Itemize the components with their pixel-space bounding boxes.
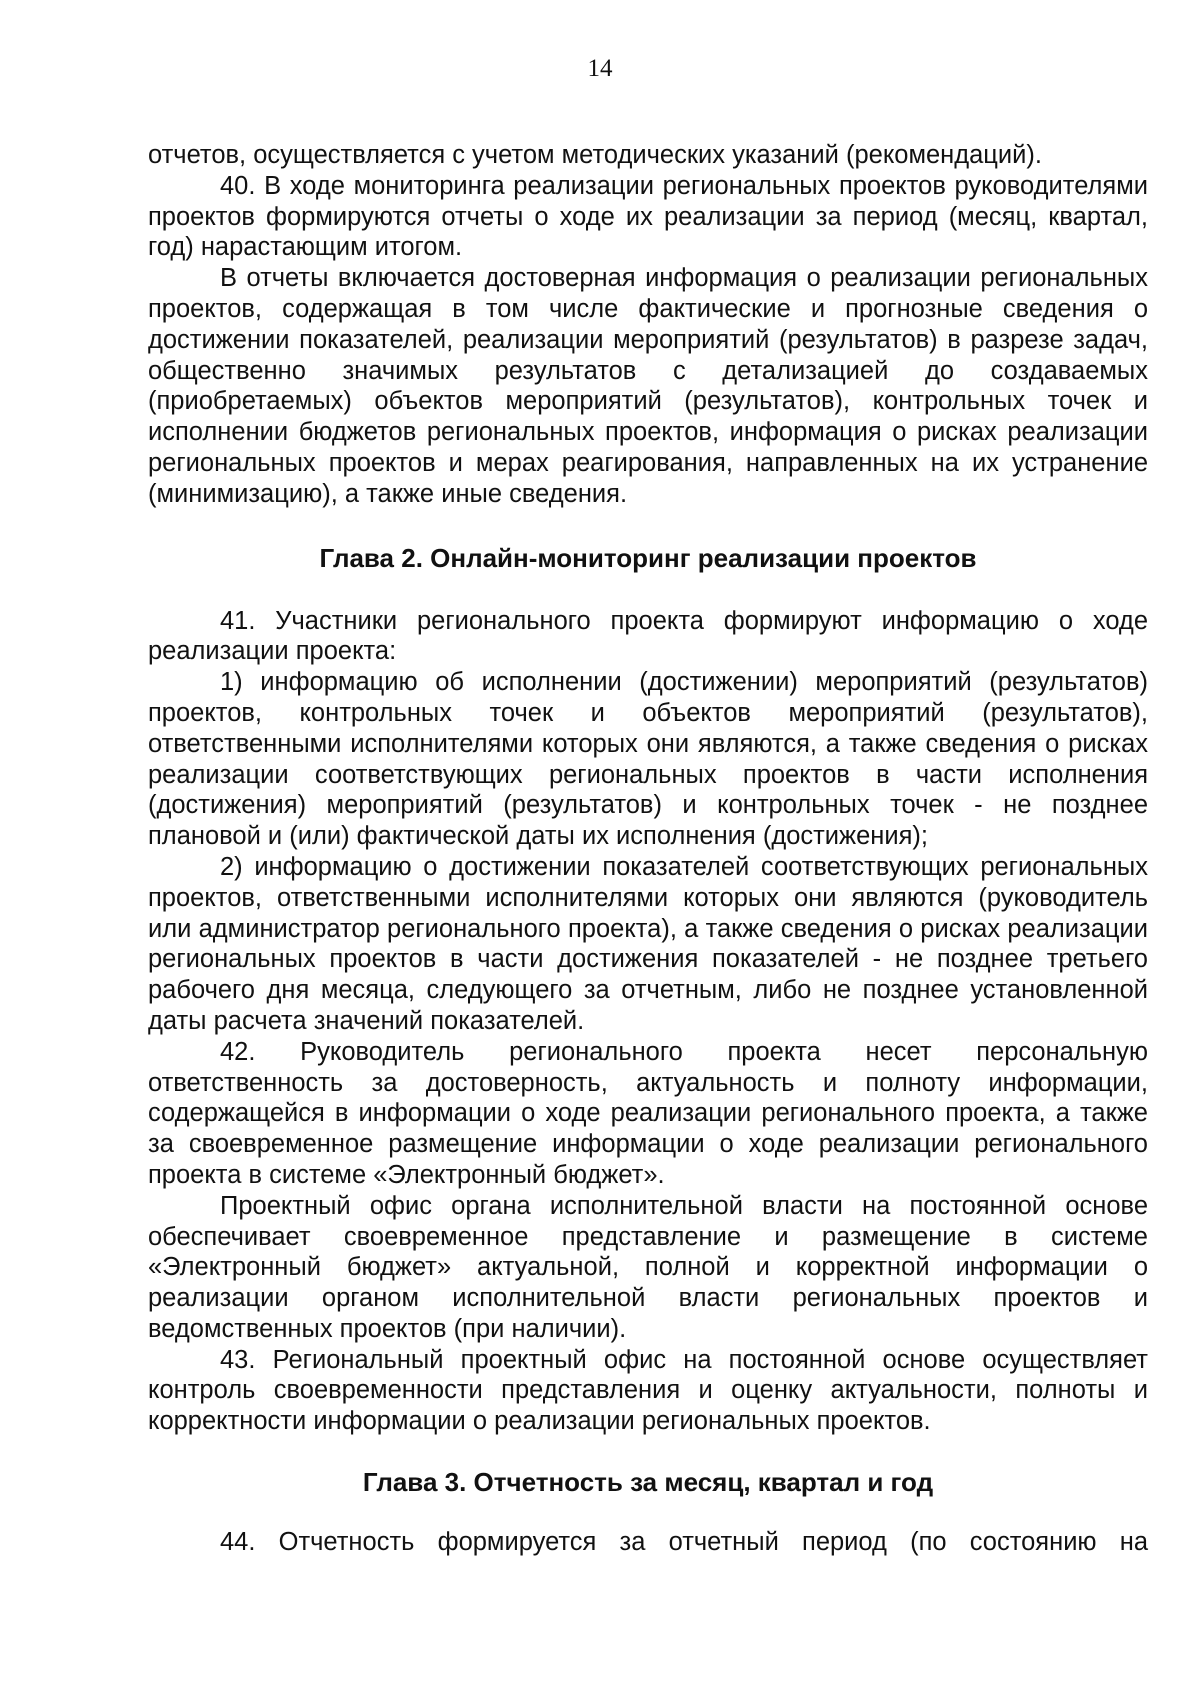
page-number: 14: [587, 55, 613, 82]
paragraph-project-office: Проектный офис органа исполнительной власти на постоянной основе обеспечивает своевременное представление и размещение в системе «Электронный бюджет» актуальной, полной и корректной информации о реализации органом исполнительной власти региональных проектов и ведомственных проектов (при наличии).: [148, 1191, 1148, 1343]
paragraph-40: 40. В ходе мониторинга реализации региональных проектов руководителями проектов формируются отчеты о ходе их реализации за период (месяц, квартал, год) нарастающим итогом.: [148, 171, 1148, 262]
paragraph-43: 43. Региональный проектный офис на постоянной основе осуществляет контроль своевременности представления и оценку актуальности, полноты и корректности информации о реализации региональных проектов.: [148, 1345, 1148, 1436]
paragraph-reports-content: В отчеты включается достоверная информация о реализации региональных проектов, содержащая в том числе фактические и прогнозные сведения о достижении показателей, реализации мероприятий (результатов) в разрезе задач, общественно значимых результатов с детализацией до создаваемых (приобретаемых) объектов мероприятий (результатов), контрольных точек и исполнении бюджетов региональных проектов, информация о рисках реализации региональных проектов и мерах реагирования, направленных на их устранение (минимизацию), а также иные сведения.: [148, 264, 1148, 508]
paragraph-44: 44. Отчетность формируется за отчетный период (по состоянию на: [220, 1528, 1148, 1557]
paragraph-41: 41. Участники регионального проекта формируют информацию о ходе реализации проекта:: [148, 606, 1148, 666]
paragraph-41-item-2: 2) информацию о достижении показателей соответствующих региональных проектов, ответственными исполнителями которых они являются (руководитель или администратор регионального проекта), а также сведения о рисках реализации региональных проектов в части достижения показателей - не позднее третьего рабочего дня месяца, следующего за отчетным, либо не позднее установленной даты расчета значений показателей.: [148, 852, 1148, 1035]
paragraph-41-item-1: 1) информацию об исполнении (достижении) мероприятий (результатов) проектов, контрольных точек и объектов мероприятий (результатов), ответственными исполнителями которых они являются, а также сведения о рисках реализации соответствующих региональных проектов в части исполнения (достижения) мероприятий (результатов) и контрольных точек - не позднее плановой и (или) фактической даты их исполнения (достижения);: [148, 668, 1148, 851]
paragraph-42: 42. Руководитель регионального проекта несет персональную ответственность за достоверность, актуальность и полноту информации, содержащейся в информации о ходе реализации регионального проекта, а также за своевременное размещение информации о ходе реализации регионального проекта в системе «Электронный бюджет».: [148, 1037, 1148, 1189]
chapter-3-title: Глава 3. Отчетность за месяц, квартал и год: [362, 1467, 934, 1498]
chapter-2-title: Глава 2. Онлайн-мониторинг реализации проектов: [319, 542, 977, 573]
paragraph-continuation: отчетов, осуществляется с учетом методических указаний (рекомендаций).: [148, 141, 1042, 169]
document-body: [148, 140, 1148, 1558]
